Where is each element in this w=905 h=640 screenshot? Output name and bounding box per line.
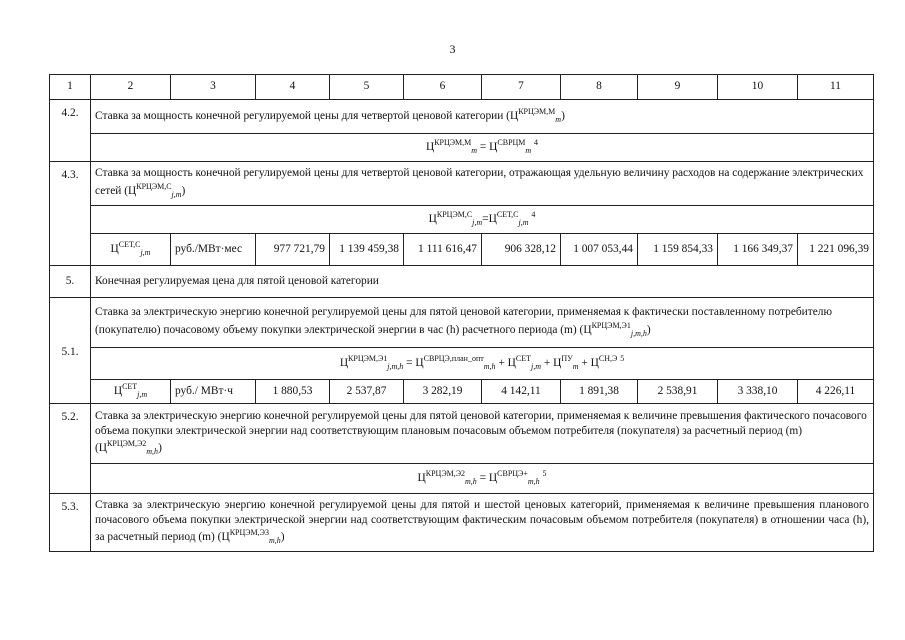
tariff-table xyxy=(49,74,874,552)
col-header: 9 xyxy=(638,75,718,100)
value-cell: 1 139 459,38 xyxy=(330,234,404,266)
section-row xyxy=(50,162,874,206)
value-cell: 3 338,10 xyxy=(718,380,798,404)
formula-row xyxy=(50,464,874,494)
value-cell: 1 111 616,47 xyxy=(404,234,482,266)
section-row xyxy=(50,298,874,348)
value-cell: 977 721,79 xyxy=(256,234,330,266)
value-cell: 1 159 854,33 xyxy=(638,234,718,266)
col-header: 6 xyxy=(404,75,482,100)
formula-row xyxy=(50,134,874,162)
formula: $Ц^{КРЦЭМ,С}_{j,m}=Ц^{СЕТ,С}_{j,m}$ $^4$ xyxy=(91,206,874,234)
value-cell: 1 891,38 xyxy=(561,380,638,404)
formula-row xyxy=(50,348,874,380)
section-text: Ставка за электрическую энергию конечной регулируемой цены для пятой ценовой категории, применяемая к фактически поставленному потребителю (покупателю) почасовому объему покупки электрической энергии в час (h) расчетного периода (m) $(Ц^{КРЦЭМ,Э1}_{j,m,h})$ xyxy=(91,298,874,348)
section-text: Ставка за электрическую энергию конечной регулируемой цены для пятой ценовой категории, применяемая к величине превышения фактического почасового объема покупки электрической энергии над соответствующим плановым почасовым объемом потребителя (покупателя) за расчетный период (m) $(Ц^{КРЦЭМ,Э2}_{m,h})$ xyxy=(91,404,874,464)
col-header: 10 xyxy=(718,75,798,100)
value-cell: 2 537,87 xyxy=(330,380,404,404)
section-row xyxy=(50,266,874,298)
col-header: 7 xyxy=(482,75,561,100)
value-cell: 2 538,91 xyxy=(638,380,718,404)
page-number: 3 xyxy=(449,42,456,56)
col-header: 1 xyxy=(50,75,91,100)
formula: $Ц^{КРЦЭМ,Э2}_{m,h} = Ц^{СВРЦЭ+}_{m,h}$ $^5$ xyxy=(91,464,874,494)
section-row xyxy=(50,404,874,464)
value-cell: 1 166 349,37 xyxy=(718,234,798,266)
section-number: 4.2. xyxy=(50,100,91,162)
column-number-row xyxy=(50,75,874,100)
value-cell: 3 282,19 xyxy=(404,380,482,404)
unit-cell: руб./ МВт·ч xyxy=(171,380,256,404)
symbol-cell: $Ц^{СЕТ,С}_{j,m}$ xyxy=(91,234,171,266)
value-cell: 1 221 096,39 xyxy=(798,234,874,266)
value-row xyxy=(50,380,874,404)
value-cell: 4 226,11 xyxy=(798,380,874,404)
value-cell: 906 328,12 xyxy=(482,234,561,266)
section-text: Конечная регулируемая цена для пятой ценовой категории xyxy=(91,266,874,298)
section-number: 5.2. xyxy=(50,404,91,494)
formula: $Ц^{КРЦЭМ,Э1}_{j,m,h} = Ц^{СВРЦЭ,план\_опт}_{m,h} + Ц^{СЕТ}_{j,m} + Ц^{ПУ}_m + Ц^{СН,Э}$ $^5$ xyxy=(91,348,874,380)
section-number: 5. xyxy=(50,266,91,298)
section-row xyxy=(50,100,874,134)
formula: $Ц^{КРЦЭМ,М}_m = Ц^{СВРЦМ}_m$ $^4$ xyxy=(91,134,874,162)
col-header: 3 xyxy=(171,75,256,100)
col-header: 11 xyxy=(798,75,874,100)
section-number: 5.3. xyxy=(50,494,91,552)
section-number: 5.1. xyxy=(50,298,91,404)
section-row xyxy=(50,494,874,552)
section-text: Ставка за мощность конечной регулируемой цены для четвертой ценовой категории $(Ц^{КРЦЭМ,М}_m)$ xyxy=(91,100,874,134)
value-cell: 1 880,53 xyxy=(256,380,330,404)
value-cell: 1 007 053,44 xyxy=(561,234,638,266)
section-number: 4.3. xyxy=(50,162,91,266)
section-text: Ставка за электрическую энергию конечной регулируемой цены для пятой и шестой ценовых категорий, применяемая к величине превышения планового почасового объема покупки электрической энергии над соответствующим фактическим почасовым объемом потребителя (покупателя) в отношении часа (h), за расчетный период (m) $(Ц^{КРЦЭМ,Э3}_{m,h})$ xyxy=(91,494,874,552)
col-header: 2 xyxy=(91,75,171,100)
col-header: 4 xyxy=(256,75,330,100)
value-cell: 4 142,11 xyxy=(482,380,561,404)
formula-row xyxy=(50,206,874,234)
section-text: Ставка за мощность конечной регулируемой цены для четвертой ценовой категории, отражающая удельную величину расходов на содержание электрических сетей $(Ц^{КРЦЭМ,С}_{j,m})$ xyxy=(91,162,874,206)
unit-cell: руб./МВт·мес xyxy=(171,234,256,266)
value-row xyxy=(50,234,874,266)
col-header: 8 xyxy=(561,75,638,100)
symbol-cell: $Ц^{СЕТ}_{j,m}$ xyxy=(91,380,171,404)
col-header: 5 xyxy=(330,75,404,100)
